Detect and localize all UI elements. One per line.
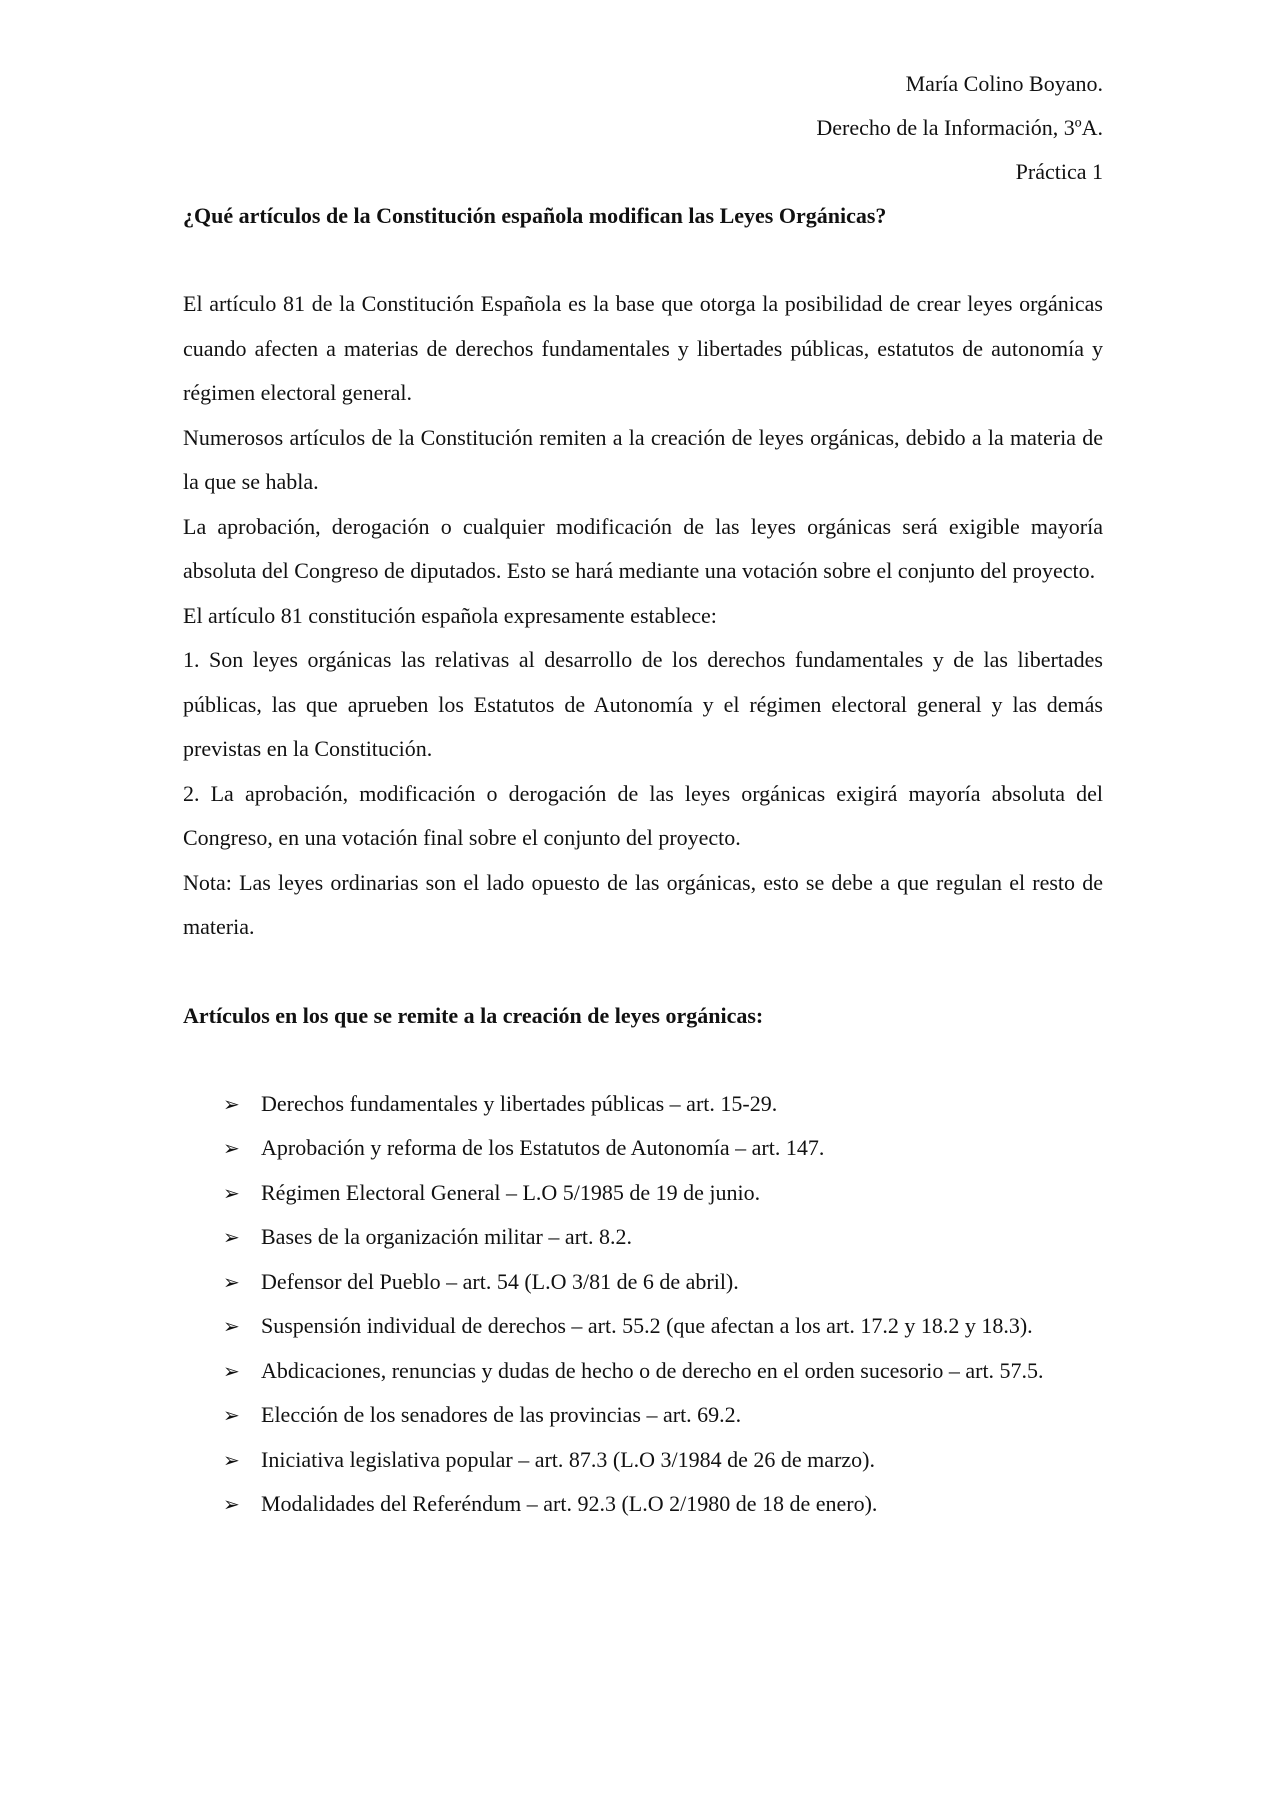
list-item [183,1126,1103,1171]
paragraph: El artículo 81 constitución española expresamente establece: [183,602,717,628]
list-item [183,1171,1103,1216]
course-name: Derecho de la Información, 3ºA. [816,115,1103,140]
list-item [183,1482,1103,1527]
section-title: Artículos en los que se remite a la creación de leyes orgánicas: [183,1002,764,1028]
spacer [183,1038,1103,1082]
paragraph: 2. La aprobación, modificación o derogación de las leyes orgánicas exigirá mayoría absoluta del Congreso, en una votación final sobre el conjunto del proyecto. [183,780,1103,850]
document-page [183,62,1103,1527]
list-item [183,1438,1103,1483]
spacer [183,950,1103,994]
arrow-bullet-icon: ➢ [223,1269,240,1294]
list-item [183,1082,1103,1127]
question-title: ¿Qué artículos de la Constitución española modifican las Leyes Orgánicas? [183,203,887,228]
list-item-text: Abdicaciones, renuncias y dudas de hecho o de derecho en el orden sucesorio – art. 57.5. [261,1357,1044,1383]
list-item-text: Iniciativa legislativa popular – art. 87.3 (L.O 3/1984 de 26 de marzo). [261,1446,875,1472]
list-item-text: Elección de los senadores de las provincias – art. 69.2. [261,1402,742,1427]
list-item-text: Régimen Electoral General – L.O 5/1985 de 19 de junio. [261,1179,761,1205]
list-item-text: Suspensión individual de derechos – art. 55.2 (que afectan a los art. 17.2 y 18.2 y 18.3). [261,1313,1033,1338]
arrow-bullet-icon: ➢ [223,1403,240,1427]
arrow-bullet-icon: ➢ [223,1091,240,1116]
arrow-bullet-icon: ➢ [223,1358,240,1383]
list-item [183,1304,1103,1349]
paragraph: Numerosos artículos de la Constitución remiten a la creación de leyes orgánicas, debido a la materia de la que se habla. [183,424,1103,494]
list-item [183,1349,1103,1394]
list-item-text: Derechos fundamentales y libertades públicas – art. 15-29. [261,1090,778,1116]
arrow-bullet-icon: ➢ [223,1447,240,1472]
list-item [183,1215,1103,1260]
arrow-bullet-icon: ➢ [223,1136,240,1160]
arrow-bullet-icon: ➢ [223,1180,240,1205]
assignment-label: Práctica 1 [1015,159,1103,184]
note-paragraph: Nota: Las leyes ordinarias son el lado opuesto de las orgánicas, esto se debe a que regulan el resto de materia. [183,869,1103,939]
list-item [183,1260,1103,1305]
arrow-bullet-icon: ➢ [223,1314,240,1338]
list-item-text: Defensor del Pueblo – art. 54 (L.O 3/81 de 6 de abril). [261,1268,739,1294]
articles-list [183,1082,1103,1527]
list-item-text: Aprobación y reforma de los Estatutos de Autonomía – art. 147. [261,1135,825,1160]
arrow-bullet-icon: ➢ [223,1225,240,1249]
paragraph: La aprobación, derogación o cualquier modificación de las leyes orgánicas será exigible mayoría absoluta del Congreso de diputados. Esto se hará mediante una votación sobre el conjunto del proyecto. [183,513,1103,583]
arrow-bullet-icon: ➢ [223,1492,240,1516]
list-item-text: Modalidades del Referéndum – art. 92.3 (L.O 2/1980 de 18 de enero). [261,1491,878,1516]
list-item-text: Bases de la organización militar – art. 8.2. [261,1224,633,1249]
paragraph: 1. Son leyes orgánicas las relativas al desarrollo de los derechos fundamentales y de las libertades públicas, las que aprueben los Estatutos de Autonomía y el régimen electoral general y las demás previstas en la Constitución. [183,647,1103,761]
list-item [183,1393,1103,1438]
spacer [183,238,1103,282]
paragraph: El artículo 81 de la Constitución Española es la base que otorga la posibilidad de crear leyes orgánicas cuando afecten a materias de derechos fundamentales y libertades públicas, estatutos de autonomía y régimen electoral general. [183,291,1103,405]
author-name: María Colino Boyano. [905,71,1103,96]
